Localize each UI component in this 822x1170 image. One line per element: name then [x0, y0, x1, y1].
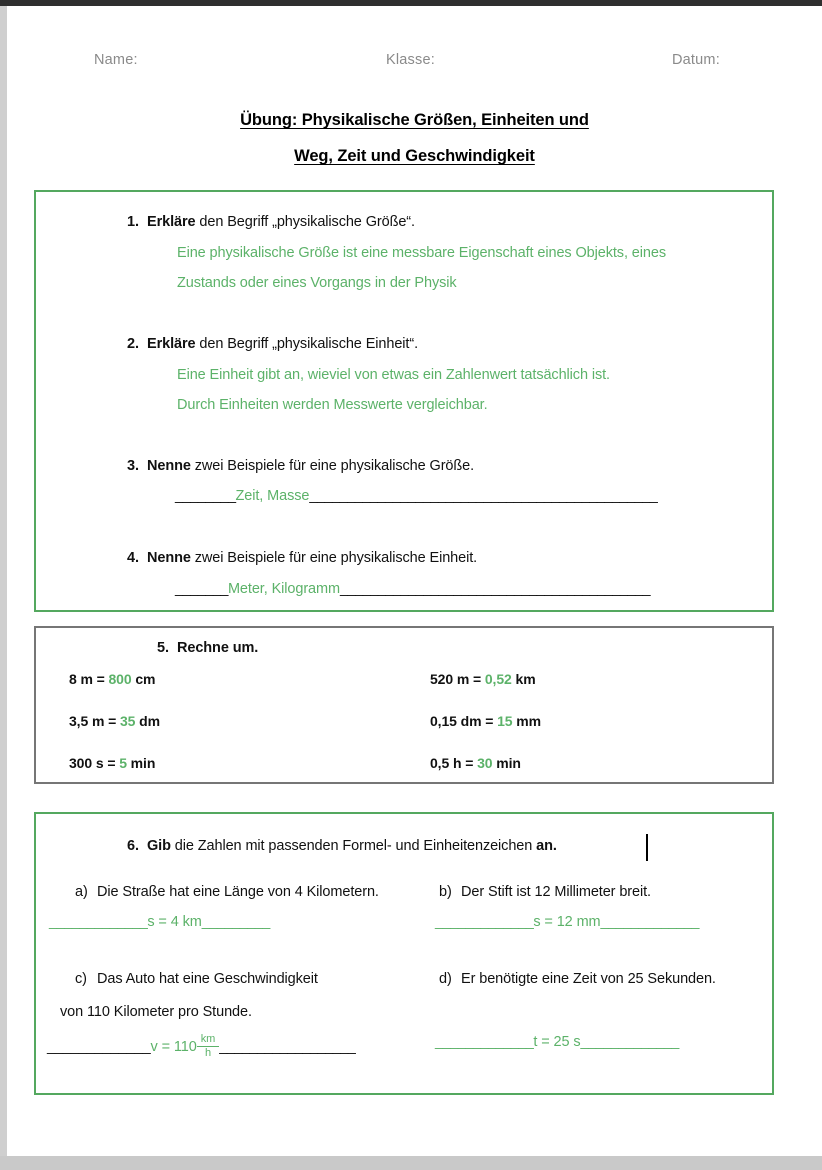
question-6-text: die Zahlen mit passenden Formel- und Einheitenzeichen — [170, 838, 537, 854]
question-6-verb: Gib — [147, 838, 171, 854]
worksheet-page — [7, 6, 822, 1156]
subitem-b-answer-line[interactable] — [435, 914, 699, 930]
name-label: Name: — [94, 52, 138, 68]
question-2-text: den Begriff „physikalische Einheit“. — [195, 336, 418, 352]
text-cursor — [646, 834, 648, 861]
conversion-unit: dm — [135, 713, 160, 729]
conversion-row[interactable] — [430, 713, 541, 729]
subitem-d-rule-after: _____________ — [580, 1034, 679, 1050]
question-1-verb: Erkläre — [147, 214, 196, 230]
subitem-b-label: b) — [439, 884, 452, 900]
conversion-unit: min — [492, 755, 521, 771]
conversion-given: 8 m = — [69, 671, 109, 687]
subitem-d — [439, 971, 716, 987]
subitem-b-prompt: Der Stift ist 12 Millimeter breit. — [461, 884, 651, 900]
conversion-unit: km — [511, 671, 536, 687]
question-4-answer-text: Meter, Kilogramm — [227, 581, 340, 597]
klasse-label: Klasse: — [386, 52, 435, 68]
worksheet-header-row — [7, 52, 822, 76]
conversion-given: 300 s = — [69, 755, 120, 771]
question-6-text-end: an. — [536, 838, 557, 854]
question-3-rule-after: ______________________________________________ — [309, 488, 658, 504]
question-3-text: zwei Beispiele für eine physikalische Größe. — [190, 458, 475, 474]
question-2-answer-line-2: Durch Einheiten werden Messwerte vergleichbar. — [177, 397, 488, 413]
conversion-row[interactable] — [69, 755, 155, 771]
conversion-row[interactable] — [430, 755, 521, 771]
question-1-answer-line-2: Zustands oder eines Vorgangs in der Physik — [177, 275, 457, 291]
subitem-b-rule-before: _____________ — [435, 914, 534, 930]
subitem-d-answer-line[interactable] — [435, 1034, 679, 1050]
page-title — [7, 102, 822, 174]
subitem-a-rule-before: _____________ — [49, 914, 148, 930]
page-bottom-margin — [0, 1156, 822, 1170]
conversion-row[interactable] — [69, 713, 160, 729]
kmh-fraction-numerator: km — [200, 1033, 216, 1045]
subitem-d-prompt: Er benötigte eine Zeit von 25 Sekunden. — [461, 971, 716, 987]
question-1 — [127, 214, 415, 230]
conversion-given: 0,15 dm = — [430, 713, 498, 729]
question-4-rule-before: _______ — [175, 581, 228, 597]
question-3-answer-text: Zeit, Masse — [235, 488, 310, 504]
subitem-c — [75, 971, 318, 987]
question-1-number: 1. — [127, 214, 139, 230]
kmh-fraction-denominator: h — [197, 1046, 219, 1060]
conversion-answer: 800 — [108, 671, 132, 687]
subitem-c-label: c) — [75, 971, 87, 987]
question-5-verb: Rechne um. — [177, 640, 259, 656]
subitem-d-rule-before: _____________ — [435, 1034, 534, 1050]
subitem-a-rule-after: _________ — [201, 914, 270, 930]
conversion-unit: min — [126, 755, 156, 771]
question-3 — [127, 458, 474, 474]
question-3-rule-before: ________ — [175, 488, 236, 504]
question-4-number: 4. — [127, 550, 139, 566]
conversion-row[interactable] — [69, 671, 155, 687]
subitem-c-prompt-line-2: von 110 Kilometer pro Stunde. — [60, 1004, 252, 1020]
subitem-a — [75, 884, 379, 900]
question-6 — [127, 838, 557, 854]
question-2-verb: Erkläre — [147, 336, 196, 352]
subitem-c-rule-after: __________________ — [219, 1039, 356, 1056]
subitem-b-answer-text: s = 12 mm — [533, 914, 601, 930]
question-2-number: 2. — [127, 336, 139, 352]
subitem-d-label: d) — [439, 971, 452, 987]
question-2 — [127, 336, 418, 352]
question-2-answer-line-1: Eine Einheit gibt an, wieviel von etwas ein Zahlenwert tatsächlich ist. — [177, 367, 610, 383]
question-4 — [127, 550, 477, 566]
datum-label: Datum: — [672, 52, 720, 68]
question-4-text: zwei Beispiele für eine physikalische Einheit. — [190, 550, 478, 566]
conversion-unit: cm — [131, 671, 156, 687]
conversion-given: 0,5 h = — [430, 755, 478, 771]
conversion-answer: 35 — [119, 713, 136, 729]
question-3-verb: Nenne — [147, 458, 191, 474]
subitem-a-answer-line[interactable] — [49, 914, 270, 930]
title-line-2: Weg, Zeit und Geschwindigkeit — [294, 147, 535, 165]
question-6-number: 6. — [127, 838, 139, 854]
subitem-b — [439, 884, 651, 900]
subitem-b-rule-after: _____________ — [600, 914, 699, 930]
subitem-c-rule-before: _____________ — [47, 1039, 151, 1056]
subitem-a-answer-text: s = 4 km — [147, 914, 202, 930]
conversion-answer: 15 — [497, 713, 513, 729]
subitem-a-prompt: Die Straße hat eine Länge von 4 Kilometern. — [97, 884, 379, 900]
subitem-a-label: a) — [75, 884, 88, 900]
conversion-row[interactable] — [430, 671, 536, 687]
question-3-number: 3. — [127, 458, 139, 474]
subitem-c-prompt-line-1: Das Auto hat eine Geschwindigkeit — [97, 971, 318, 987]
kmh-fraction — [199, 1033, 217, 1059]
question-3-answer-line[interactable] — [175, 488, 657, 504]
conversion-answer: 5 — [119, 755, 127, 771]
question-5 — [157, 640, 258, 656]
question-5-number: 5. — [157, 640, 169, 656]
question-4-answer-line[interactable] — [175, 581, 650, 597]
conversion-given: 520 m = — [430, 671, 485, 687]
subitem-c-prompt-line-2-wrap — [60, 1004, 252, 1020]
conversion-answer: 0,52 — [484, 671, 512, 687]
conversion-unit: mm — [512, 713, 541, 729]
question-4-verb: Nenne — [147, 550, 191, 566]
conversion-given: 3,5 m = — [69, 713, 120, 729]
title-line-1: Übung: Physikalische Größen, Einheiten und — [240, 111, 589, 129]
subitem-c-answer-line[interactable] — [47, 1034, 355, 1060]
conversion-answer: 30 — [477, 755, 493, 771]
question-1-answer-line-1: Eine physikalische Größe ist eine messbare Eigenschaft eines Objekts, eines — [177, 245, 666, 261]
question-1-text: den Begriff „physikalische Größe“. — [195, 214, 415, 230]
subitem-c-answer-text: v = 110 — [150, 1039, 197, 1056]
subitem-d-answer-text: t = 25 s — [533, 1034, 581, 1050]
page-left-margin — [0, 6, 7, 1156]
question-4-rule-after: _________________________________________ — [339, 581, 651, 597]
